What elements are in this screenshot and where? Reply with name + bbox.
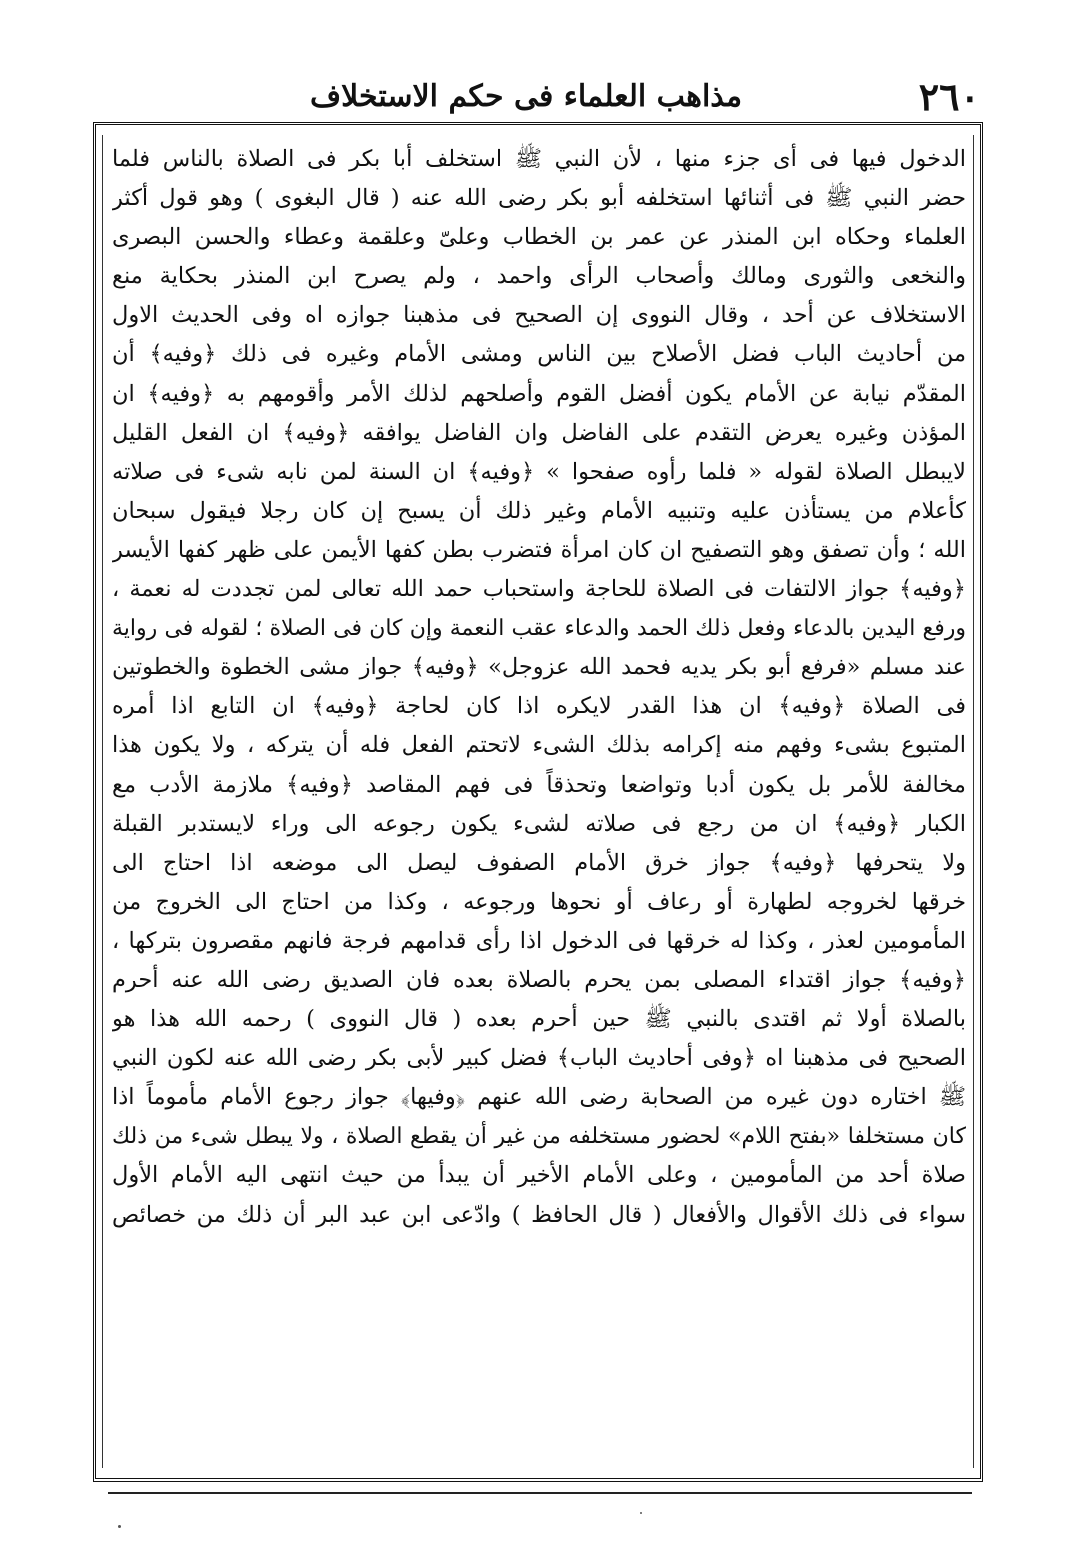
page-number: ٢٦٠ (918, 73, 980, 119)
text-line: العلماء وحكاه ابن المنذر عن عمر بن الخطاب وعلىّ وعلقمة وعطاء والحسن البصرى (112, 224, 966, 251)
text-line: صلاة أحد من المأمومين ، وعلى الأمام الأخير أن يبدأ من حيث انتهى اليه الأمام الأول (112, 1162, 966, 1189)
text-line: فى الصلاة ﴿وفيه﴾ ان هذا القدر لايكره اذا كان لحاجة ﴿وفيه﴾ ان التابع اذا أمره (112, 693, 966, 720)
text-line: عند مسلم «فرفع أبو بكر يديه فحمد الله عزوجل» ﴿وفيه﴾ جواز مشى الخطوة والخطوتين (112, 654, 966, 681)
body-text (112, 140, 966, 1235)
text-line: مخالفة للأمر بل يكون أدبا وتواضعا وتحذقاً فى فهم المقاصد ﴿وفيه﴾ ملازمة الأدب مع (112, 771, 966, 798)
text-line: المأمومين لعذر ، وكذا له خرقها فى الدخول اذا رأى قدامهم فرجة فانهم مقصرون بتركها ، (112, 927, 966, 954)
text-line: ﴿وفيه﴾ جواز الالتفات فى الصلاة للحاجة واستحباب حمد الله تعالى لمن تجددت له نعمة ، (112, 576, 966, 603)
text-line: الدخول فيها فى أى جزء منها ، لأن النبي ﷺ استخلف أبا بكر فى الصلاة بالناس فلما (112, 146, 966, 172)
text-line: ﷺ اختاره دون غيره من الصحابة رضى الله عنهم ﴿وفيها﴾ جواز رجوع الأمام مأموماً اذا (112, 1084, 966, 1111)
text-line: لايبطل الصلاة لقوله « فلما رأوه صفحوا » ﴿وفيه﴾ ان السنة لمن نابه شىء فى صلاته (112, 458, 966, 485)
scan-speck (118, 1525, 121, 1528)
text-line: كأعلام من يستأذن عليه وتنبيه الأمام وغير ذلك أن يسبح إن كان رجلا فيقول سبحان (112, 497, 966, 524)
text-line: حضر النبي ﷺ فى أثنائها استخلفه أبو بكر رضى الله عنه ( قال البغوى ) وهو قول أكثر (112, 185, 966, 212)
text-line: ولا يتحرفها ﴿وفيه﴾ جواز خرق الأمام الصفوف ليصل الى موضعه اذا احتاج الى (112, 849, 966, 876)
text-line: الكبار ﴿وفيه﴾ ان من رجع فى صلاته لشىء يكون رجوعه الى وراء لايستدبر القبلة (112, 810, 966, 837)
text-line: المؤذن وغيره يعرض التقدم على الفاضل وان الفاضل يوافقه ﴿وفيه﴾ ان الفعل القليل (112, 419, 966, 446)
text-line: من أحاديث الباب فضل الأصلاح بين الناس ومشى الأمام وغيره فى ذلك ﴿وفيه﴾ أن (112, 341, 966, 368)
text-line: الاستخلاف عن أحد ، وقال النووى إن الصحيح فى مذهبنا جوازه اه وفى الحديث الاول (112, 302, 966, 329)
text-line: كان مستخلفا «بفتح اللام» لحضور مستخلفه من غير أن يقطع الصلاة ، ولا يبطل شىء من ذلك (112, 1124, 966, 1150)
text-line: المقدّم نيابة عن الأمام يكون أفضل القوم وأصلحهم لذلك الأمر وأقومهم به ﴿وفيه﴾ ان (112, 380, 966, 407)
text-line: سواء فى ذلك الأقوال والأفعال ( قال الحافظ ) وادّعى ابن عبد البر أن ذلك من خصائص (112, 1201, 966, 1228)
text-line: بالصلاة أولا ثم اقتدى بالنبي ﷺ حين أحرم بعده ( قال النووى ) رحمه الله هذا هو (112, 1006, 966, 1033)
bottom-rule (108, 1492, 972, 1494)
text-line: الله ؛ وأن تصفق وهو التصفيح ان كان امرأة فتضرب بطن كفها الأيمن على ظهر كفها الأيسر (112, 536, 966, 563)
scan-speck (640, 1512, 642, 1514)
text-line: خرقها لخروجه لطهارة أو رعاف أو نحوها ورجوعه ، وكذا من احتاج الى الخروج من (112, 888, 966, 915)
text-line: والنخعى والثورى ومالك وأصحاب الرأى واحمد ، ولم يصرح ابن المنذر بحكاية منع (112, 263, 966, 290)
page-header (100, 70, 980, 122)
text-line: ﴿وفيه﴾ جواز اقتداء المصلى بمن يحرم بالصلاة بعده فان الصديق رضى الله عنه أحرم (112, 966, 966, 993)
text-line: ورفع اليدين بالدعاء وفعل ذلك الحمد والدعاء عقب النعمة وإن كان فى الصلاة ؛ لقوله فى رواية (112, 616, 966, 642)
text-line: المتبوع بشىء وفهم منه إكرامه بذلك الشىء لاتحتم الفعل فله أن يتركه ، ولا يكون هذا (112, 732, 966, 759)
running-title: مذاهب العلماء فى حكم الاستخلاف (310, 78, 743, 114)
text-line: الصحيح فى مذهبنا اه ﴿وفى أحاديث الباب﴾ فضل كبير لأبى بكر رضى الله عنه لكون النبي (112, 1045, 966, 1072)
